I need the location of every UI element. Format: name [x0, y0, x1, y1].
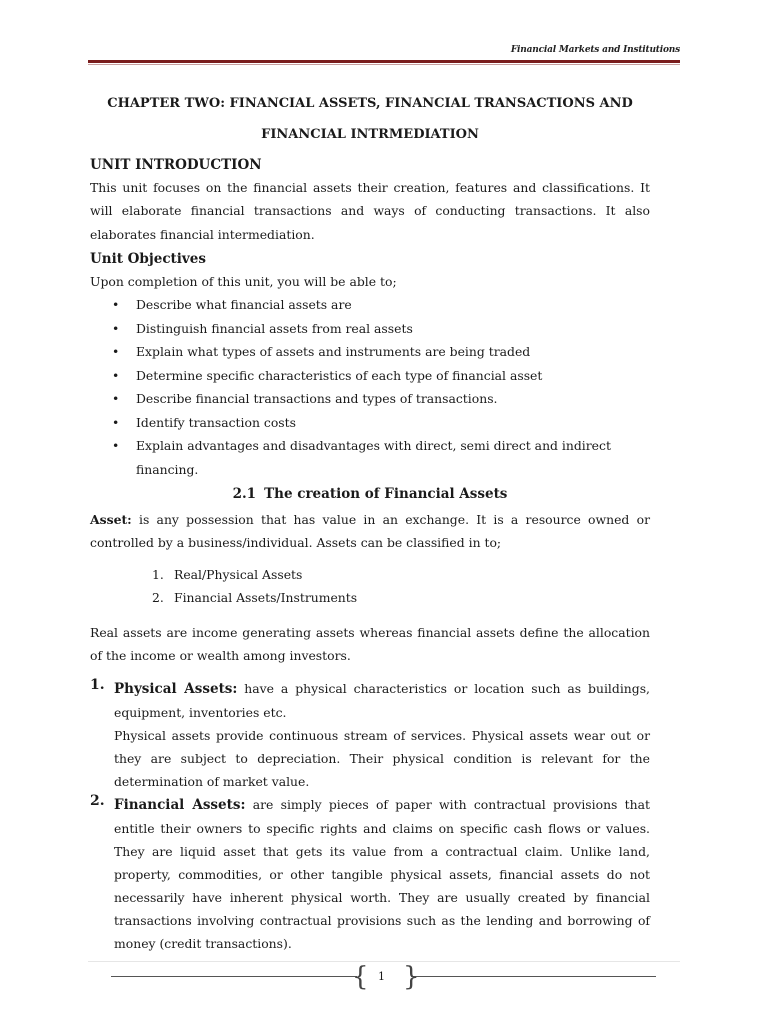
bullet-icon: • — [112, 344, 120, 360]
running-header-title: Financial Markets and Institutions — [510, 45, 680, 55]
objective-item: • Describe what financial assets are — [90, 293, 650, 317]
page-body — [90, 88, 650, 955]
bullet-icon: • — [112, 367, 120, 383]
objective-item: • Identify transaction costs — [90, 411, 650, 435]
right-brace-icon: } — [403, 962, 420, 992]
real-vs-financial-text: Real assets are income generating assets whereas financial assets define the allocation of the income or wealth among investors. — [90, 624, 650, 664]
physical-assets-term: Physical Assets: — [114, 681, 238, 698]
objective-item: • Determine specific characteristics of each type of financial asset — [90, 364, 650, 388]
asset-type-item: 2. Financial Assets/Instruments — [152, 589, 358, 605]
section-title: The creation of Financial Assets — [264, 486, 508, 503]
asset-term: Asset: — [90, 512, 132, 528]
footer-line-left — [111, 976, 357, 977]
bullet-icon: • — [112, 438, 120, 454]
footer-line-right — [411, 976, 656, 977]
unit-objectives-heading: Unit Objectives — [90, 250, 206, 267]
asset-definition: Asset: is any possession that has value in an exchange. It is a resource owned or controlled by a business/individual. Assets can be classified in to; — [90, 512, 650, 551]
section-number: 2.1 — [232, 486, 257, 503]
header-rule — [88, 60, 680, 63]
objective-item: • Distinguish financial assets from real assets — [90, 317, 650, 341]
objectives-list — [90, 293, 650, 481]
section-heading — [90, 482, 650, 506]
chapter-title-line-1: CHAPTER TWO: FINANCIAL ASSETS, FINANCIAL TRANSACTIONS AND — [107, 96, 633, 111]
financial-assets-number: 2. — [90, 793, 105, 810]
unit-objectives-lead: Upon completion of this unit, you will be able to; — [90, 273, 397, 289]
financial-assets-item: 2. Financial Assets: are simply pieces of paper with contractual provisions that entitle their owners to specific rights and claims on specific cash flows or values. They are liquid asset that gets its value from a contractual claim. Unlike land, property, commodities, or other tangible physical assets, financial assets do not necessarily have inherent physical worth. They are usually created by financial transactions involving contractual provisions such as the lending and borrowing of money (credit transactions). — [90, 793, 650, 952]
bullet-icon: • — [112, 414, 120, 430]
bullet-icon: • — [112, 320, 120, 336]
financial-assets-term: Financial Assets: — [114, 797, 246, 814]
left-brace-icon: { — [352, 962, 369, 992]
bullet-icon: • — [112, 297, 120, 313]
asset-types-list — [90, 563, 650, 609]
footer-rule — [88, 961, 680, 962]
objective-item: • Explain what types of assets and instruments are being traded — [90, 340, 650, 364]
page-number: 1 — [378, 970, 385, 983]
unit-introduction-text: This unit focuses on the financial assets their creation, features and classifications. It will elaborate financial transactions and ways of conducting transactions. It also elaborates financial intermediation. — [90, 180, 650, 242]
objective-item: • Describe financial transactions and types of transactions. — [90, 387, 650, 411]
chapter-title-line-2: FINANCIAL INTRMEDIATION — [261, 127, 479, 142]
physical-assets-number: 1. — [90, 677, 105, 694]
unit-introduction-heading: UNIT INTRODUCTION — [90, 157, 262, 173]
physical-assets-item: 1. Physical Assets: have a physical characteristics or location such as buildings, equipment, inventories etc. Physical assets provide continuous stream of services. Physical assets wear out or they are subject to depreciation. Their physical condition is relevant for the determination of market value. — [90, 677, 650, 793]
physical-assets-extra: Physical assets provide continuous stream of services. Physical assets wear out or they are subject to depreciation. Their physical condition is relevant for the determination of market value. — [114, 728, 650, 790]
header-rule-thin — [88, 64, 680, 65]
asset-type-item: 1. Real/Physical Assets — [152, 566, 303, 582]
objective-item: • Explain advantages and disadvantages with direct, semi direct and indirect financing. — [90, 434, 650, 481]
bullet-icon: • — [112, 391, 120, 407]
